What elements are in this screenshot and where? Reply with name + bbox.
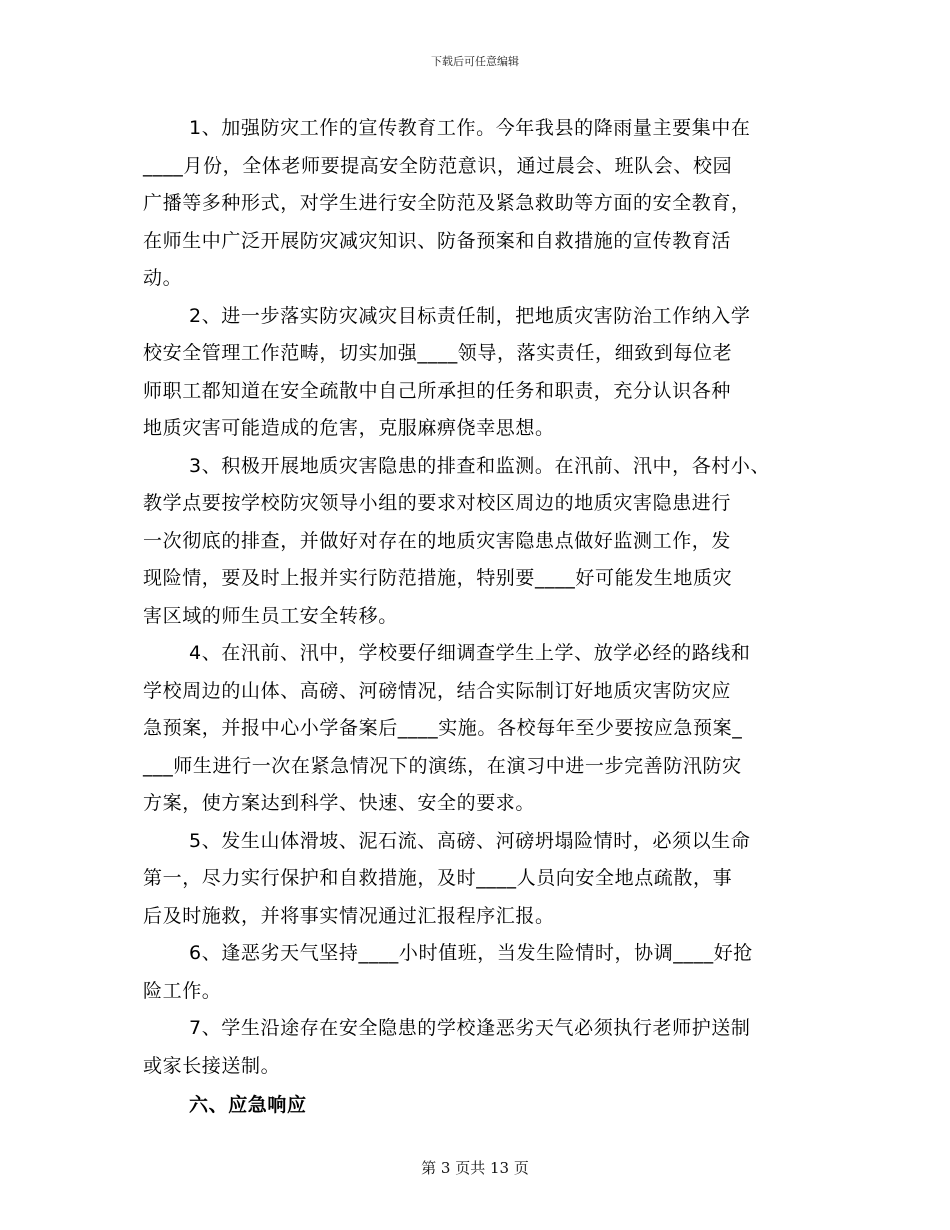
paragraph-4-line-1: 4、在汛前、汛中，学校要仔细调查学生上学、放学必经的路线和 xyxy=(189,642,751,664)
paragraph-2-line-4: 地质灾害可能造成的危害，克服麻痹侥幸思想。 xyxy=(143,417,555,439)
paragraph-5-line-1: 5、发生山体滑坡、泥石流、高磅、河磅坍塌险情时，必须以生命 xyxy=(189,829,751,852)
paragraph-1-line-2: ____月份，全体老师要提高安全防范意识，通过晨会、班队会、校园 xyxy=(143,154,733,177)
section-heading: 六、应急响应 xyxy=(189,1094,307,1116)
paragraph-2-line-3: 师职工都知道在安全疏散中自己所承担的任务和职责，充分认识各种 xyxy=(143,379,732,402)
paragraph-1-line-4: 在师生中广泛开展防灾减灾知识、防备预案和自救措施的宣传教育活 xyxy=(143,229,732,252)
paragraph-4-line-2: 学校周边的山体、高磅、河磅情况，结合实际制订好地质灾害防灾应 xyxy=(143,679,732,702)
paragraph-5-line-2: 第一，尽力实行保护和自救措施，及时____人员向安全地点疏散，事 xyxy=(143,867,733,889)
paragraph-3-line-3: 一次彻底的排查，并做好对存在的地质灾害隐患点做好监测工作，发 xyxy=(143,529,732,552)
paragraph-6-line-1: 6、逢恶劣天气坚持____小时值班，当发生险情时，协调____好抢 xyxy=(189,942,753,964)
paragraph-4-line-3: 急预案，并报中心小学备案后____实施。各校每年至少要按应急预案_ xyxy=(143,717,743,739)
page-footer: 第 3 页共 13 页 xyxy=(421,1159,529,1177)
paragraph-2-line-1: 2、进一步落实防灾减灾目标责任制，把地质灾害防治工作纳入学 xyxy=(189,304,751,327)
paragraph-1-line-5: 动。 xyxy=(143,267,183,289)
paragraph-3-line-2: 教学点要按学校防灾领导小组的要求对校区周边的地质灾害隐患进行 xyxy=(143,492,732,514)
paragraph-3-line-4: 现险情，要及时上报并实行防范措施，特别要____好可能发生地质灾 xyxy=(143,567,733,589)
paragraph-6-line-2: 险工作。 xyxy=(143,979,222,1002)
paragraph-7-line-1: 7、学生沿途存在安全隐患的学校逢恶劣天气必须执行老师护送制 xyxy=(189,1017,751,1039)
paragraph-1-line-3: 广播等多种形式，对学生进行安全防范及紧急救助等方面的安全教育， xyxy=(143,192,751,214)
paragraph-3-line-5: 害区域的师生员工安全转移。 xyxy=(143,604,398,627)
paragraph-4-line-5: 方案，使方案达到科学、快速、安全的要求。 xyxy=(143,792,536,814)
paragraph-2-line-2: 校安全管理工作范畴，切实加强____领导，落实责任，细致到每位老 xyxy=(143,342,733,364)
paragraph-7-line-2: 或家长接送制。 xyxy=(143,1054,281,1077)
paragraph-4-line-4: ___师生进行一次在紧急情况下的演练，在演习中进一步完善防汛防灾 xyxy=(143,754,742,777)
paragraph-3-line-1: 3、积极开展地质灾害隐患的排查和监测。在汛前、汛中，各村小、 xyxy=(189,454,771,477)
paragraph-1-line-1: 1、加强防灾工作的宣传教育工作。今年我县的降雨量主要集中在 xyxy=(189,117,751,139)
document-body xyxy=(143,110,813,1125)
paragraph-5-line-3: 后及时施救，并将事实情况通过汇报程序汇报。 xyxy=(143,904,555,927)
page-header: 下载后可任意编辑 xyxy=(431,55,519,68)
